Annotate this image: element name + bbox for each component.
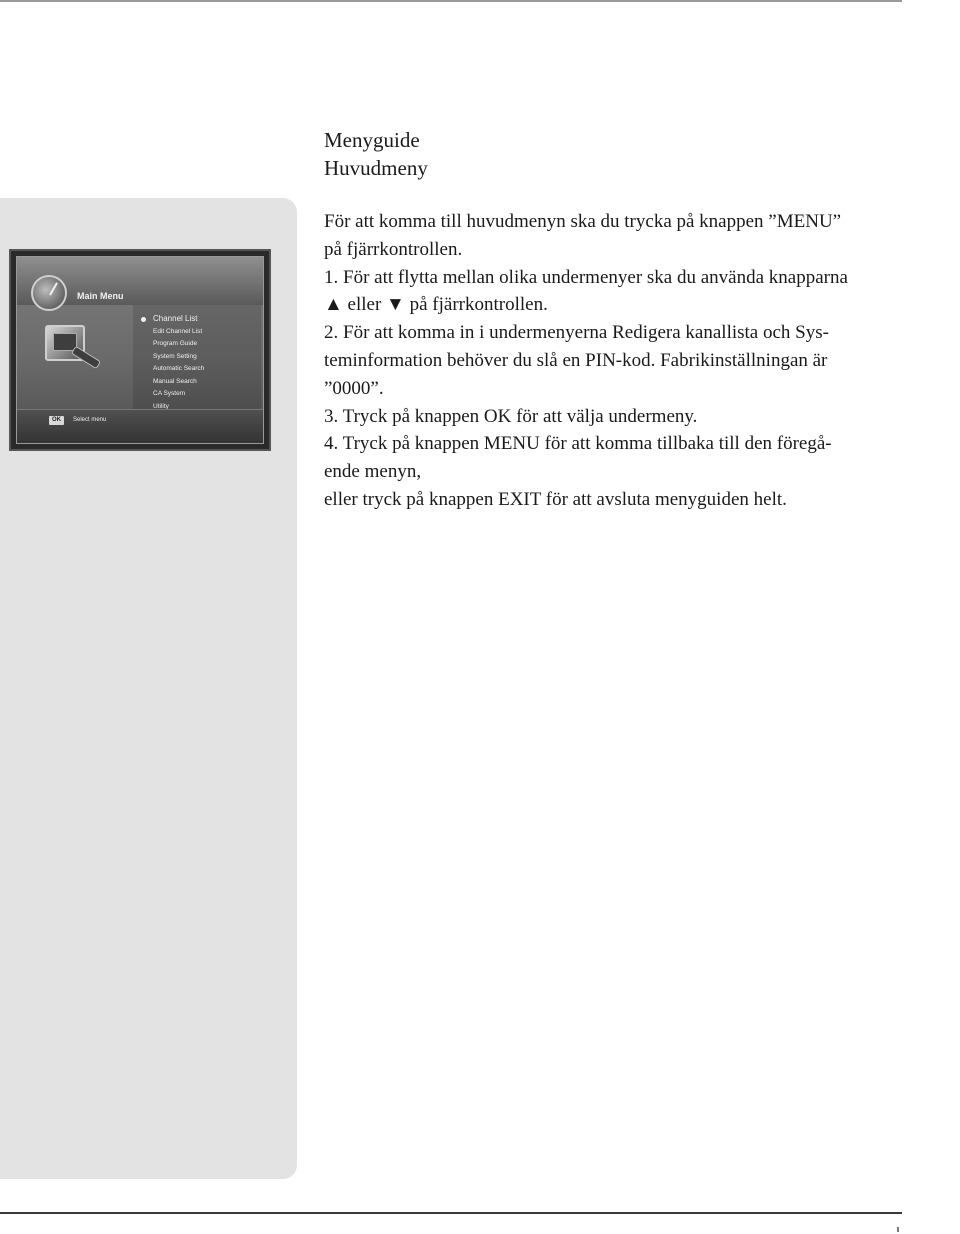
instruction-line: För att komma till huvudmenyn ska du trycka på knappen ”MENU” <box>324 211 842 232</box>
instruction-line: 4. Tryck på knappen MENU för att komma tillbaka till den föregå- <box>324 433 832 455</box>
instruction-line: 2. För att komma in i undermenyerna Redigera kanallista och Sys- <box>324 322 829 344</box>
selected-bullet-icon <box>141 317 146 322</box>
screen-menu-title: Main Menu <box>77 291 124 301</box>
instruction-line: eller tryck på knappen EXIT för att avsluta menyguiden helt. <box>324 488 787 510</box>
main-menu-screenshot <box>9 249 271 451</box>
instruction-line: ende menyn, <box>324 461 422 483</box>
instruction-line: ▲ eller ▼ på fjärrkontrollen. <box>324 294 548 316</box>
instruction-line: 3. Tryck på knappen OK för att välja undermeny. <box>324 405 698 427</box>
dial-icon <box>31 275 67 311</box>
instruction-line: på fjärrkontrollen. <box>324 238 463 260</box>
top-rule <box>0 0 902 2</box>
screen-menu-item: Manual Search <box>153 377 197 385</box>
screen-menu-item: Automatic Search <box>153 365 205 372</box>
page-title: Menyguide <box>324 128 420 152</box>
instruction-line: 1. För att flytta mellan olika undermenyer ska du använda knapparna <box>324 266 848 288</box>
instruction-line: ”0000”. <box>324 377 384 399</box>
footer-hint: Select menu <box>73 417 107 423</box>
screen-menu-item: Utility <box>153 402 169 410</box>
ok-key-badge: OK <box>49 416 64 425</box>
screen-menu-item: Program Guide <box>153 340 198 347</box>
screen-menu-item: Edit Channel List <box>153 327 203 335</box>
instructions <box>324 208 960 514</box>
page-subtitle: Huvudmeny <box>324 156 428 180</box>
screen-menu-item: Channel List <box>153 314 198 323</box>
screen-footer <box>17 409 263 443</box>
instruction-line: teminformation behöver du slå en PIN-kod. Fabrikinställningan är <box>324 349 828 371</box>
heading-block <box>324 126 428 182</box>
screen-menu-item: System Setting <box>153 352 197 360</box>
screen-display <box>16 256 264 444</box>
bottom-rule <box>0 1212 902 1214</box>
screen-menu-item: CA System <box>153 390 186 397</box>
screen-menu-list <box>153 313 204 413</box>
corner-mark <box>897 1227 899 1232</box>
